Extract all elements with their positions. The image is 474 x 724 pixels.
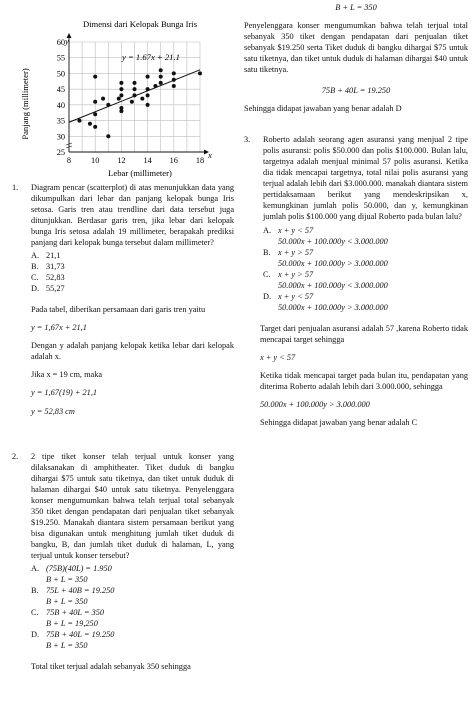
question-text: 2 tipe tiket konser telah terjual untuk konser yang dilaksanakan di amphitheater. Tiket duduk di bangku dihargai $75 untuk satu tiketnya, dan tiket untuk duduk di halaman dihargai $40 untuk satu tiketnya. Penyelenggara konser mengumumkan bahwa telah terjual total sebanyak 350 tiket dengan pendapatan dari penjualan tiket sebanyak $19.250. Manakah diantara sistem persamaan berikut yang bisa digunakan untuk menghitung jumlah tiket duduk di bangku, B, dan jumlah tiket duduk di halaman, L, yang terjual untuk konser tersebut? (31, 451, 234, 560)
chart-ylabel: Panjang (millimeter) (20, 68, 30, 140)
question-text: Diagram pencar (scatterplot) di atas menunjukkan data yang dikumpulkan dari lebar dan panjang kelopak bunga Iris setosa. Garis tren atau trendline dari data tersebut juga ditunjukkan. Berdasar garis tren, jika lebar dari kelopak bunga Iris setosa adalah 19 millimeter, berapakah prediksi panjang dari kelopak bunga tersebut dalam millimeter? (31, 183, 234, 248)
y-tick-label: 60 (56, 38, 65, 47)
chart-points (77, 68, 202, 138)
chart-title: Dimensi dari Kelopak Bunga Iris (82, 19, 198, 29)
y-tick-label: 30 (56, 132, 65, 142)
solution-equation: 75B + 40L = 19.250 (321, 86, 391, 96)
option-d: D. 75B + 40L = 19.250 B + L = 350 (31, 630, 115, 651)
question-3 (244, 134, 468, 313)
data-point (146, 103, 150, 107)
solution-equation: y = 52,83 cm (31, 406, 75, 416)
x-tick-label: 14 (143, 156, 152, 165)
y-tick-label: 55 (56, 53, 65, 63)
answer-options (31, 250, 234, 294)
trendline-label: y = 1.67x + 21.1 (122, 52, 180, 62)
option-a: A. 21,1 (31, 251, 61, 261)
data-point (130, 100, 134, 104)
x-axis-symbol: x (208, 150, 212, 160)
data-point (159, 81, 163, 85)
x-tick-label: 10 (91, 156, 100, 165)
option-a: A. x + y < 57 50.000x + 100.000y < 3.000.000 (263, 225, 388, 246)
solution-text: Pada tabel, diberikan persamaan dari garis tren yaitu (31, 305, 206, 315)
option-b: B. x + y > 57 50.000x + 100.000y > 3.000.000 (263, 247, 388, 268)
data-point (93, 100, 97, 104)
solution-text: Total tiket terjual adalah sebanyak 350 sehingga (31, 662, 191, 672)
solution-text: Sehingga didapat jawaban yang benar adalah C (260, 417, 418, 427)
option-c: C. x + y > 57 50.000x + 100.000y < 3.000.000 (263, 269, 388, 290)
data-point (106, 134, 110, 138)
solution-equation: B + L = 350 (335, 3, 377, 12)
data-point (172, 71, 176, 75)
x-tick-label: 12 (117, 156, 126, 165)
left-column (12, 0, 234, 672)
solution-text: Target dari penjualan asuransi adalah 57 ,karena Roberto tidak mencapai target sehingga (260, 323, 468, 344)
data-point (133, 81, 137, 85)
chart-xlabel: Lebar (millimeter) (108, 168, 172, 178)
data-point (119, 81, 123, 85)
data-point (93, 125, 97, 129)
x-tick-label: 18 (195, 156, 205, 165)
solution-text: Ketika tidak mencapai target pada bulan itu, pendapatan yang diterima Roberto adalah lebih dari 3.000.000, sehingga (260, 370, 468, 391)
option-d: D. x + y < 57 50.000x + 100.000y > 3.000.000 (263, 291, 388, 312)
right-column (244, 0, 468, 428)
option-c: C. 75B + 40L = 350 B + L = 19,250 (31, 607, 105, 628)
data-point (101, 97, 105, 101)
data-point (119, 93, 123, 97)
data-point (88, 122, 92, 126)
option-b: B. 31,73 (31, 262, 65, 272)
question-3-solution (244, 323, 468, 428)
data-point (77, 119, 81, 123)
data-point (93, 75, 97, 79)
option-a: A. (75B)(40L) = 1.950 B + L = 350 (31, 563, 112, 584)
solution-text: Sehingga didapat jawaban yang benar adalah D (244, 104, 402, 114)
y-tick-label: 25 (56, 148, 65, 157)
question-text: Roberto adalah seorang agen asuransi yang menjual 2 tipe polis asuransi: polis $50.000 dan polis $100.000. Bulan lalu, targetnya adalah menjual minimal 57 polis asuransi. Ketika dia tidak mencapai targetnya, total nilai polis asuransi yang terjual adalah lebih dari $3.000.000. manakah diantara sistem pertidaksamaan berikut yang mendeskripsikan x, kemungkinan jumlah polis 50.000, dan y, kemungkinan jumlah polis $100.000 yang dijual Roberto pada bulan lalu? (263, 135, 468, 222)
solution-equation: x + y < 57 (260, 352, 296, 362)
solution-equation: y = 1,67(19) + 21,1 (31, 388, 98, 398)
data-point (119, 109, 123, 113)
x-tick-label: 16 (169, 156, 178, 165)
y-axis-symbol: y (65, 36, 69, 46)
solution-equation: 50.000x + 100.000y > 3.000.000 (260, 399, 370, 409)
data-point (133, 87, 137, 91)
y-tick-label: 50 (56, 69, 65, 79)
data-point (146, 75, 150, 79)
solution-text: Jika x = 19 cm, maka (31, 370, 103, 380)
data-point (172, 84, 176, 88)
y-tick-label: 45 (56, 85, 65, 95)
answer-options (31, 563, 234, 651)
solution-text: Penyelenggara konser mengumumkan bahwa telah terjual total sebanyak 350 tiket dengan pendapatan dari penjualan tiket sebanyak $19.250 serta Tiket duduk di bangku dihargai $75 untuk satu tiketnya, dan tiket untuk duduk di halaman dihargai $40 untuk satu tiketnya. (244, 21, 468, 75)
data-point (140, 97, 144, 101)
option-d: D. 55,27 (31, 284, 65, 294)
question-number: 3. (244, 135, 251, 145)
data-point (198, 71, 202, 75)
data-point (93, 112, 97, 116)
data-point (159, 68, 163, 72)
iris-scatter-chart (12, 0, 234, 178)
data-point (119, 87, 123, 91)
question-number: 2. (12, 451, 19, 461)
option-c: C. 52,83 (31, 273, 65, 283)
y-tick-label: 35 (56, 116, 65, 126)
data-point (146, 93, 150, 97)
data-point (117, 97, 121, 101)
question-number: 1. (12, 183, 19, 192)
data-point (159, 75, 163, 79)
option-b: B. 75L + 40B = 19.250 B + L = 350 (31, 585, 115, 606)
solution-equation: y = 1,67x + 21,1 (31, 323, 87, 333)
solution-text: Dengan y adalah panjang kelopak ketika lebar dari kelopak adalah x. (31, 341, 234, 362)
y-tick-label: 40 (56, 100, 65, 110)
question-2 (12, 451, 234, 673)
answer-options (263, 225, 468, 313)
x-tick-label: 8 (66, 156, 72, 165)
question-1 (12, 182, 234, 417)
